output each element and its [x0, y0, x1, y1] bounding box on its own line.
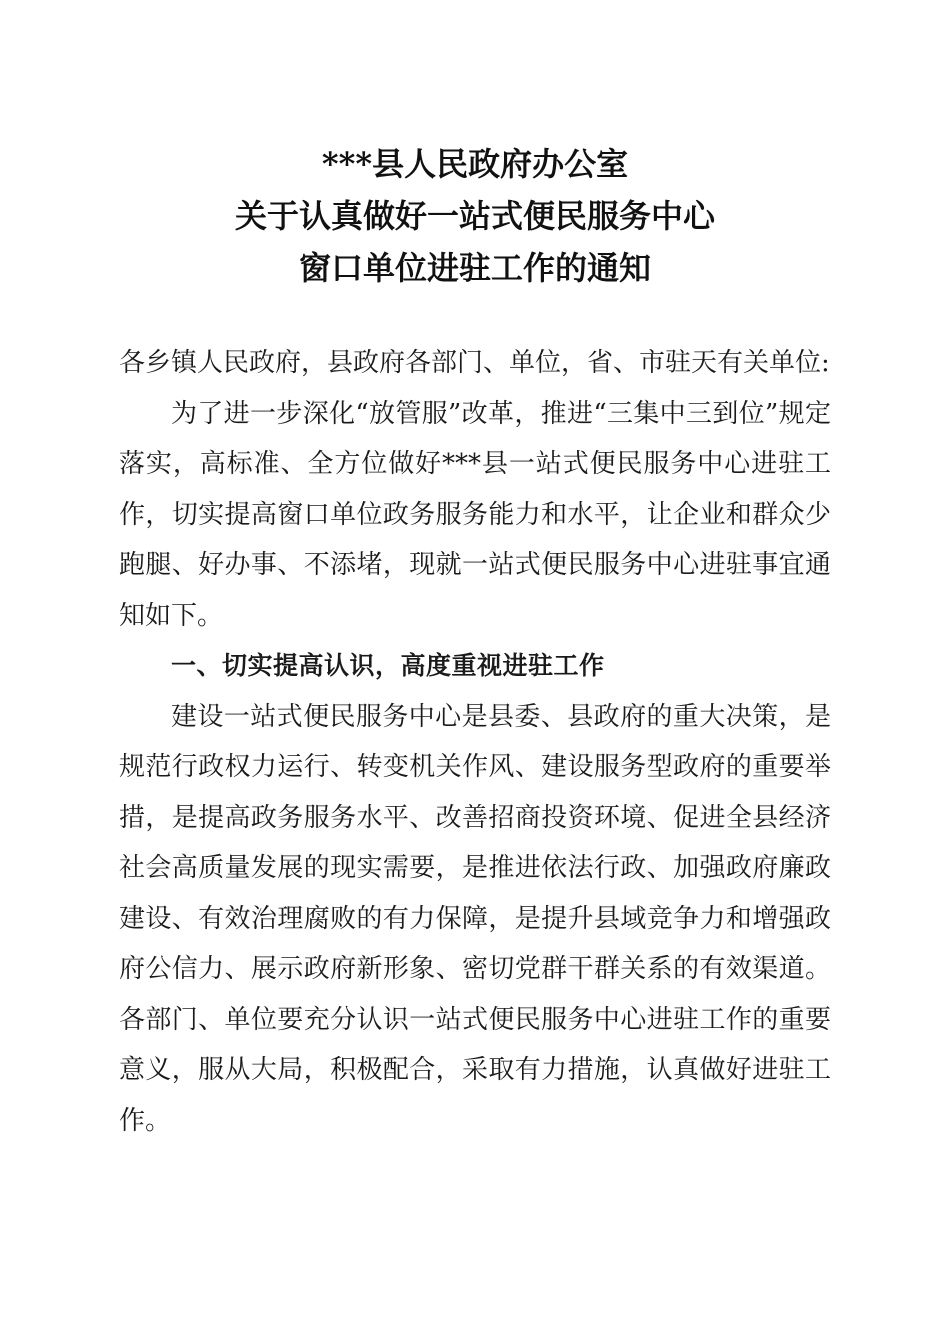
- title-line-2: 关于认真做好一站式便民服务中心: [234, 197, 715, 235]
- section-1-paragraph: 建设一站式便民服务中心是县委、县政府的重大决策，是规范行政权力运行、转变机关作风、建设服务型政府的重要举措，是提高政务服务水平、改善招商投资环境、促进全县经济社会高质量发展的现实需要，是推进依法行政、加强政府廉政建设、有效治理腐败的有力保障，是提升县域竞争力和增强政府公信力、展示政府新形象、密切党群干群关系的有效渠道。各部门、单位要充分认识一站式便民服务中心进驻工作的重要意义，服从大局，积极配合，采取有力措施，认真做好进驻工作。: [119, 701, 831, 1136]
- title-line-1: ***县人民政府办公室: [321, 145, 629, 183]
- section-1-heading: 一、切实提高认识，高度重视进驻工作: [171, 651, 605, 680]
- title-line-3: 窗口单位进驻工作的通知: [298, 249, 651, 287]
- addressee-paragraph: 各乡镇人民政府，县政府各部门、单位，省、市驻天有关单位:: [119, 348, 830, 378]
- document-title: [0, 138, 950, 294]
- document-body: [119, 338, 831, 1146]
- intro-paragraph: 为了进一步深化“放管服”改革，推进“三集中三到位”规定落实，高标准、全方位做好***县一站式便民服务中心进驻工作，切实提高窗口单位政务服务能力和水平，让企业和群众少跑腿、好办事、不添堵，现就一站式便民服务中心进驻事宜通知如下。: [119, 398, 831, 631]
